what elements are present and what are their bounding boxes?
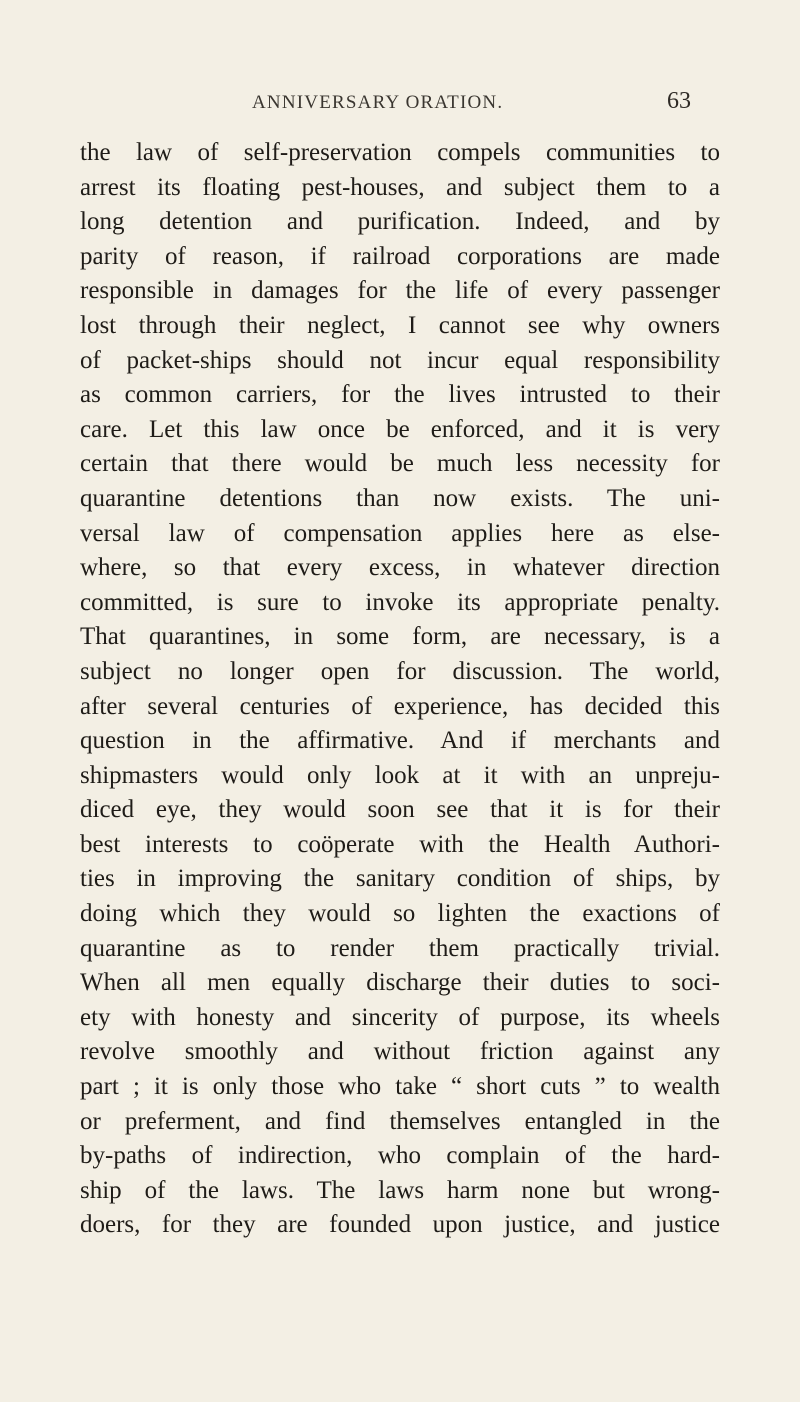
text-line: the law of self-preservation compels communities to	[80, 139, 720, 166]
text-line: When all men equally discharge their duties to soci-	[80, 969, 720, 997]
text-line: best interests to coöperate with the Health Authori-	[80, 830, 720, 858]
text-line: responsible in damages for the life of every passenger	[80, 277, 720, 305]
text-line: part ; it is only those who take “ short cuts ” to wealth	[80, 1073, 720, 1101]
text-line: quarantine as to render them practically trivial.	[80, 934, 720, 962]
text-line: That quarantines, in some form, are necessary, is a	[80, 623, 720, 651]
text-line: question in the affirmative. And if merchants and	[80, 727, 720, 755]
text-line: diced eye, they would soon see that it is for their	[80, 796, 720, 824]
text-line: certain that there would be much less necessity for	[80, 450, 720, 478]
text-line: subject no longer open for discussion. The world,	[80, 657, 720, 685]
running-title: ANNIVERSARY ORATION.	[252, 92, 504, 113]
text-line: of packet-ships should not incur equal responsibility	[80, 346, 720, 374]
text-line: lost through their neglect, I cannot see why owners	[80, 311, 720, 339]
text-line: ship of the laws. The laws harm none but wrong-	[80, 1176, 720, 1204]
text-line: revolve smoothly and without friction against any	[80, 1038, 720, 1066]
text-line: by-paths of indirection, who complain of the hard-	[80, 1142, 720, 1170]
text-line: arrest its floating pest-houses, and subject them to a	[80, 173, 720, 201]
text-line: long detention and purification. Indeed, and by	[80, 208, 720, 236]
text-line: as common carriers, for the lives intrusted to their	[80, 381, 720, 409]
text-line: committed, is sure to invoke its appropriate penalty.	[80, 588, 720, 616]
text-line: doing which they would so lighten the exactions of	[80, 900, 720, 928]
text-line: care. Let this law once be enforced, and it is very	[80, 415, 720, 443]
text-line: ties in improving the sanitary condition of ships, by	[80, 865, 720, 893]
text-line: shipmasters would only look at it with an unpreju-	[80, 761, 720, 789]
text-line: versal law of compensation applies here as else-	[80, 519, 720, 547]
text-line: or preferment, and find themselves entangled in the	[80, 1107, 720, 1135]
text-line: where, so that every excess, in whatever direction	[80, 554, 720, 582]
text-line: ety with honesty and sincerity of purpose, its wheels	[80, 1003, 720, 1031]
text-line: doers, for they are founded upon justice, and justice	[80, 1211, 720, 1239]
body-text	[80, 136, 720, 1243]
text-line: parity of reason, if railroad corporations are made	[80, 242, 720, 270]
text-line: after several centuries of experience, has decided this	[80, 692, 720, 720]
text-line: quarantine detentions than now exists. The uni-	[80, 484, 720, 512]
running-head	[0, 88, 800, 118]
page-number: 63	[667, 88, 691, 114]
